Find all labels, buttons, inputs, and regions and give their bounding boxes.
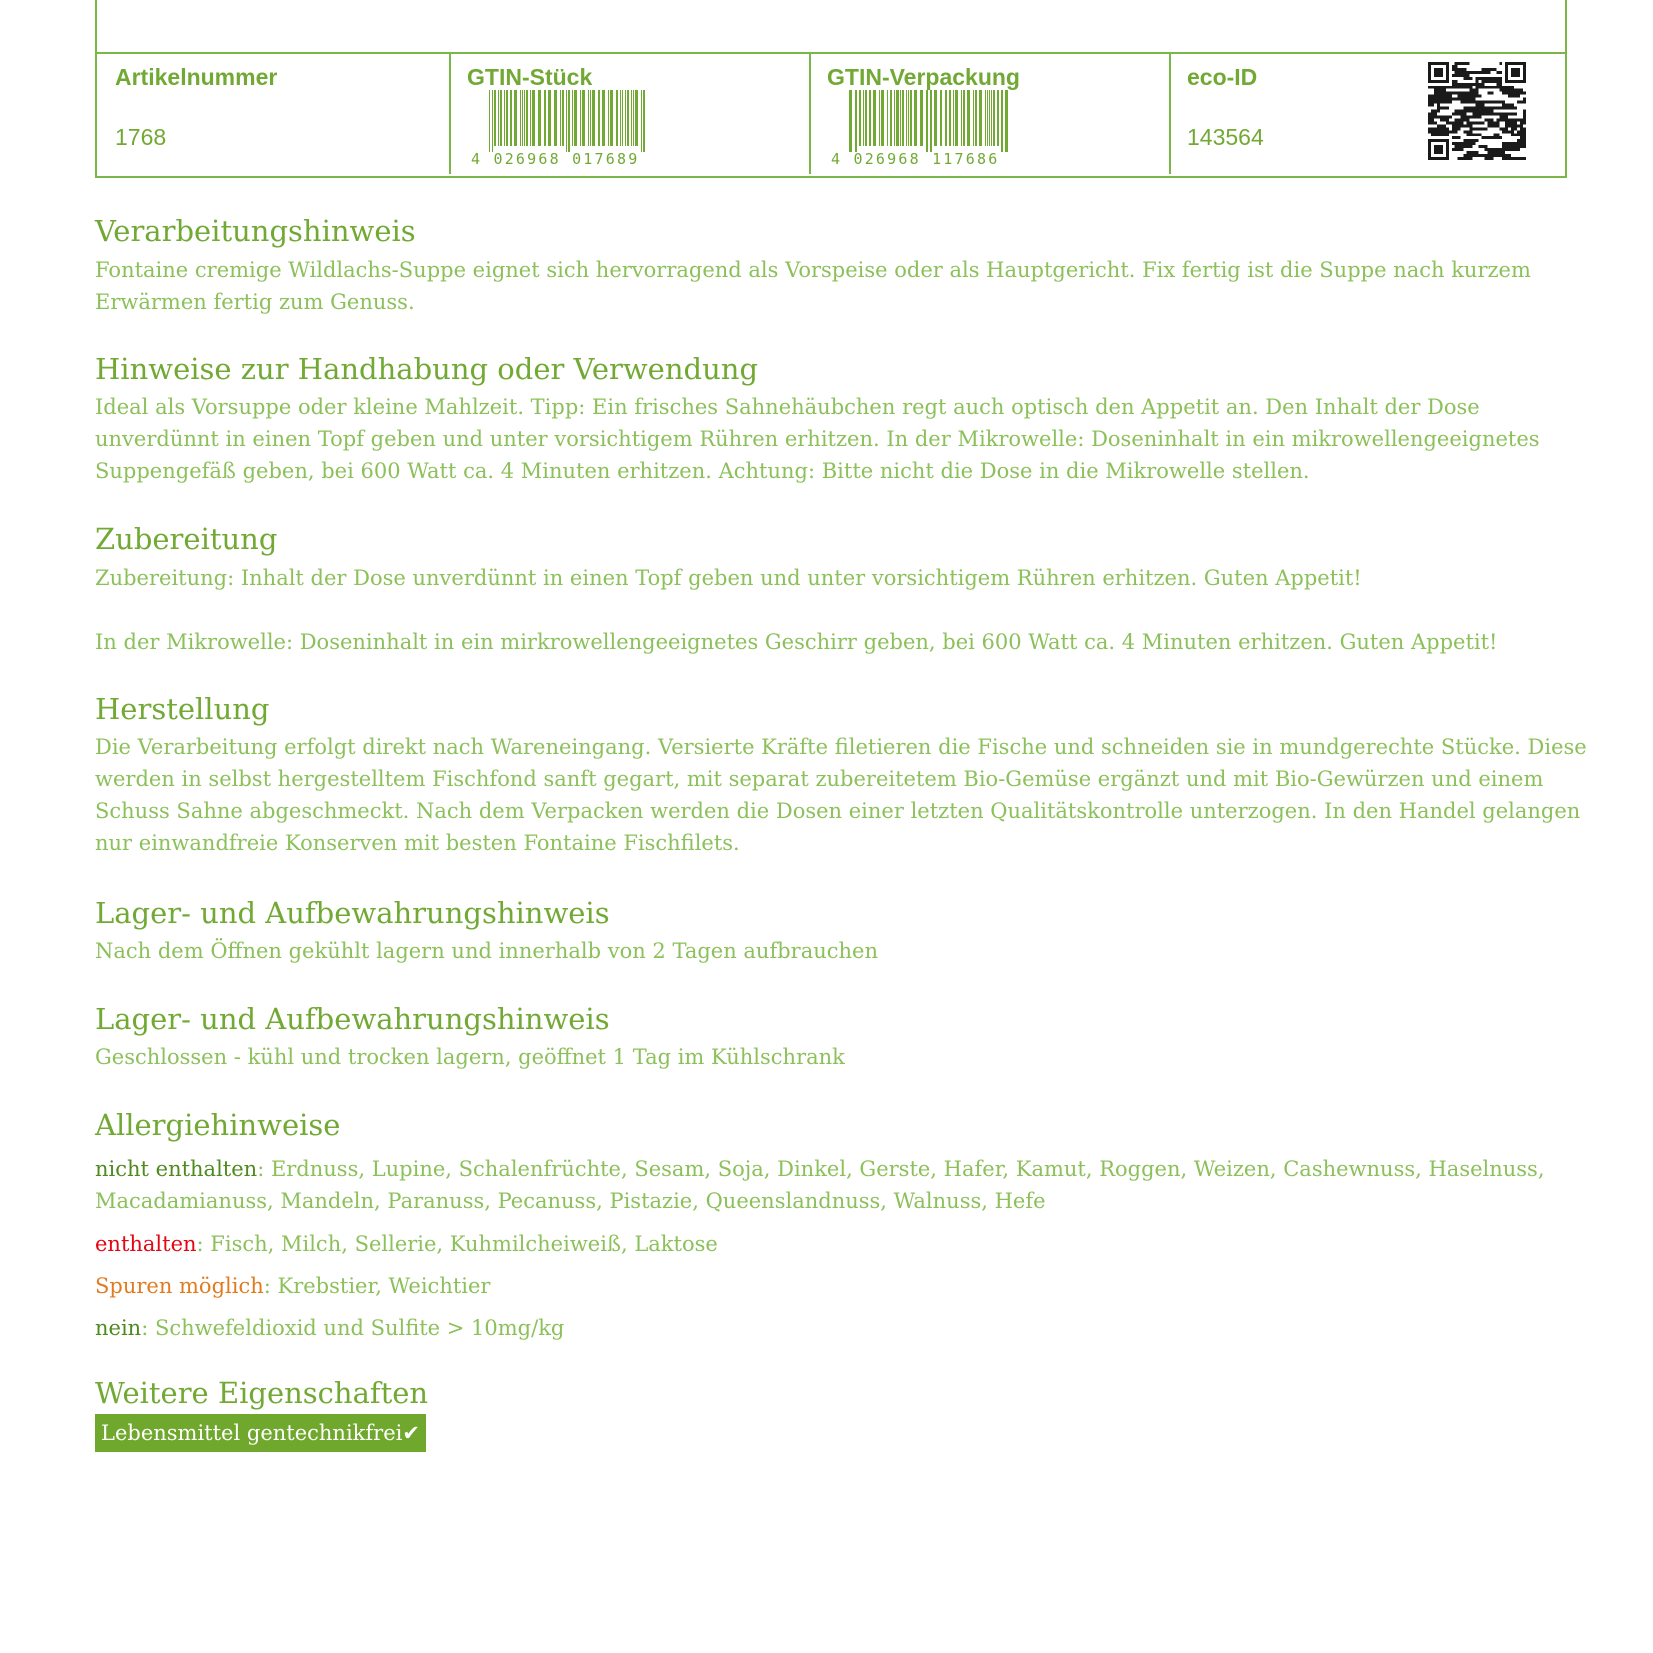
section-text-storage-2: Geschlossen - kühl und trocken lagern, geöffnet 1 Tag im Kühlschrank [95,1045,845,1069]
section-text-preparation-2: In der Mikrowelle: Doseninhalt in ein mirkrowellengeeignetes Geschirr geben, bei 600 Watt ca. 4 Minuten erhitzen. Guten Appetit! [95,630,1498,654]
barcode-bar [631,90,632,146]
barcode-bar [560,90,561,146]
barcode-bar [1001,90,1003,152]
barcode-bar [532,90,535,146]
barcode-bar [627,90,629,146]
barcode-bar [934,90,937,146]
gtin-piece-cell [449,54,809,174]
allergy-key: enthalten [95,1232,197,1256]
gtin-piece-digits: 4 026968 017689 [471,150,640,168]
barcode-bar [967,90,970,146]
barcode-bar [520,90,521,146]
allergy-key: Spuren möglich [95,1274,264,1298]
barcode-bar [863,90,864,146]
cell-divider [1169,54,1171,174]
barcode-bar [890,90,892,146]
section-text-production: Die Verarbeitung erfolgt direkt nach Wareneingang. Versierte Kräfte filetieren die Fische und schneiden sie in mundgerechte Stücke. Diese werden in selbst hergestelltem Fischfond sanft gegart, mit separat zubereitetem Bio-Gemüse ergänzt und mit Bio-Gewürzen und einem Schuss Sahne abgeschmeckt. Nach dem Verpacken werden die Dosen einer letzten Qualitätskontrolle unterzogen. In den Handel gelangen nur einwandfreie Konserven mit besten Fontaine Fischfilets. [95,735,1587,855]
section-title-storage-1: Lager- und Aufbewahrungshinweis [95,896,610,930]
barcode-bar [879,90,880,146]
allergy-key: nein [95,1316,142,1340]
check-icon: ✔ [402,1421,420,1445]
barcode-bar [580,90,581,146]
barcode-bar [610,90,613,146]
article-number-label: Artikelnummer [115,64,278,90]
barcode-bar [989,90,990,146]
section-title-handling: Hinweise zur Handhabung oder Verwendung [95,352,759,386]
barcode-bar [500,90,502,146]
barcode-bar [865,90,867,146]
barcode-bar [873,90,876,146]
barcode-bar [973,90,974,146]
barcode-bar [894,90,895,146]
allergy-row-contained [95,1228,1595,1260]
barcode-bars [849,90,1009,152]
allergy-row-no [95,1312,1595,1344]
product-info-table [95,0,1567,178]
barcode-bar [926,90,928,152]
barcode-bar [625,90,626,146]
allergy-list: : Schwefeldioxid und Sulfite > 10mg/kg [141,1316,565,1340]
barcode-bar [494,90,496,146]
section-title-allergies: Allergiehinweise [95,1108,341,1142]
barcode-bar [859,90,861,146]
barcode-bar [855,90,857,152]
barcode-bar [588,90,589,146]
barcode-bar [608,90,609,146]
barcode-bar [489,90,490,152]
gtin-pack-digits: 4 026968 117686 [831,150,1000,168]
barcode-bar [949,90,951,146]
barcode-bar [506,90,508,146]
article-number-cell [97,54,449,174]
barcode-bar [554,90,557,146]
barcode-bar [566,90,567,152]
barcode-bar [881,90,884,146]
barcode-bar [574,90,577,146]
barcode-bar [985,90,986,146]
barcode-bar [635,90,638,146]
barcode-bar [592,90,595,146]
barcode-bar [910,90,912,146]
barcode-bar [896,90,899,146]
barcode-bar [524,90,525,146]
barcode-bar [522,90,523,146]
barcode-bar [590,90,591,146]
section-text-processing: Fontaine cremige Wildlachs-Suppe eignet sich hervorragend als Vorspeise oder als Hauptgericht. Fix fertig ist die Suppe nach kurzem Erwärmen fertig zum Genuss. [95,258,1531,314]
barcode-bar [641,90,642,152]
barcode-bar [945,90,947,146]
barcode-bar [598,90,600,146]
barcode-bar [568,90,570,152]
barcode-bar [975,90,977,146]
barcode-bar [510,90,512,146]
barcode-bar [914,90,917,146]
barcode-bar [887,90,888,146]
barcode-bar [504,90,505,146]
barcode-bar [530,90,531,146]
barcode-bar [961,90,962,146]
gtin-piece-label: GTIN-Stück [467,64,593,90]
section-title-storage-2: Lager- und Aufbewahrungshinweis [95,1002,610,1036]
barcode-bar [930,90,932,152]
section-text-handling: Ideal als Vorsuppe oder kleine Mahlzeit. Tipp: Ein frisches Sahnehäubchen regt auch optisch den Appetit an. Den Inhalt der Dose unverdünnt in einen Topf geben und unter vorsichtigem Rühren erhitzen. In der Mikrowelle: Doseninhalt in ein mikrowellengeeignetes Suppengefäß geben, bei 600 Watt ca. 4 Minuten erhitzen. Achtung: Bitte nicht die Dose in die Mikrowelle stellen. [95,395,1540,483]
barcode-bar [993,90,995,146]
allergy-list: : Krebstier, Weichtier [263,1274,491,1298]
barcode-bar [987,90,988,146]
eco-id-value: 143564 [1187,124,1264,150]
barcode-bar [562,90,564,146]
barcode-bar [643,90,645,152]
gtin-pack-label: GTIN-Verpackung [827,64,1020,90]
allergy-list: : Fisch, Milch, Sellerie, Kuhmilcheiweiß, Laktose [196,1232,718,1256]
barcode-bar [498,90,499,146]
barcode-bar [526,90,528,146]
cell-divider [809,54,811,174]
article-number-value: 1768 [115,124,167,150]
gmo-free-badge [95,1414,426,1452]
allergy-row-not-contained [95,1153,1595,1217]
allergy-row-traces [95,1270,1595,1302]
barcode-bar [953,90,954,146]
section-title-preparation: Zubereitung [95,522,278,556]
barcode-bar [548,90,551,146]
barcode-bar [1005,90,1008,152]
gtin-pack-cell [809,54,1169,174]
gtin-piece-barcode [471,90,661,172]
barcode-bar [955,90,958,146]
section-text-preparation-1: Zubereitung: Inhalt der Dose unverdünnt in einen Topf geben und unter vorsichtigem Rühren erhitzen. Guten Appetit! [95,566,1362,590]
barcode-bar [979,90,982,146]
barcode-bar [997,90,999,146]
barcode-bar [906,90,907,146]
cell-divider [449,54,451,174]
barcode-bar [869,90,871,146]
barcode-bar [920,90,923,146]
barcode-bar [544,90,546,146]
section-title-processing: Verarbeitungshinweis [95,214,416,248]
barcode-bar [602,90,605,146]
section-title-production: Herstellung [95,692,270,726]
barcode-bar [582,90,585,146]
barcode-bar [991,90,992,146]
section-title-further: Weitere Eigenschaften [95,1376,429,1410]
barcode-bar [572,90,573,146]
barcode-bar [908,90,909,146]
barcode-bar [849,90,852,152]
barcode-bars [489,90,649,152]
barcode-bar [538,90,541,146]
barcode-bar [514,90,517,146]
barcode-bar [940,90,942,146]
allergy-list: : Erdnuss, Lupine, Schalenfrüchte, Sesam, Soja, Dinkel, Gerste, Hafer, Kamut, Roggen, Weizen, Cashewnuss, Haselnuss, Macadamianuss, Mandeln, Paranuss, Pecanuss, Pistazie, Queenslandnuss, Walnuss, Hefe [95,1157,1545,1213]
eco-id-label: eco-ID [1187,64,1258,90]
barcode-bar [902,90,904,146]
barcode-bar [963,90,965,146]
barcode-bar [900,90,901,146]
allergy-key: nicht enthalten [95,1157,258,1181]
qr-code-icon [1428,62,1526,160]
gtin-pack-barcode [831,90,1021,172]
barcode-bar [622,90,623,146]
barcode-bar [633,90,634,146]
section-text-storage-1: Nach dem Öffnen gekühlt lagern und innerhalb von 2 Tagen aufbrauchen [95,939,878,963]
barcode-bar [616,90,618,146]
badge-label: Lebensmittel gentechnikfrei [101,1421,403,1445]
barcode-bar [492,90,493,152]
barcode-bar [620,90,621,146]
